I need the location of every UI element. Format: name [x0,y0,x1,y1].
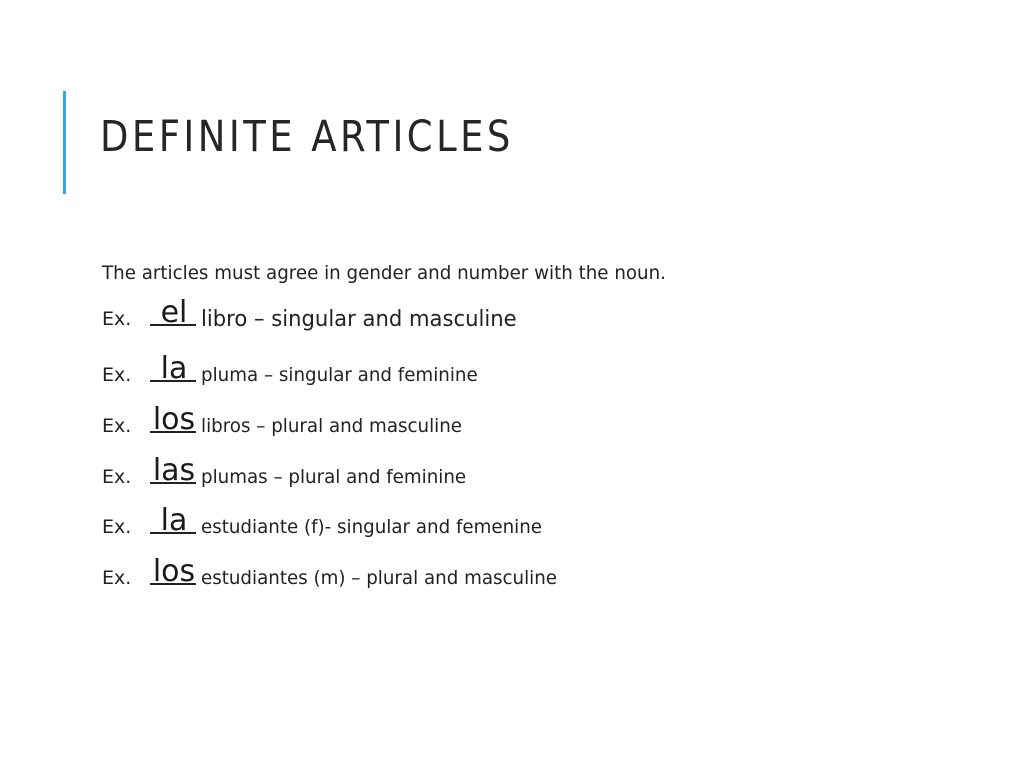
example-prefix: Ex. [102,364,132,386]
title-accent-bar [63,91,66,194]
example-row-5 [102,500,982,540]
example-row-2 [102,348,982,388]
example-row-6 [102,551,982,591]
answer-blank [150,448,196,488]
answer-article: la [160,503,188,538]
intro-text: The articles must agree in gender and number with the noun. [102,262,666,284]
answer-blank [150,290,196,330]
example-text: libro – singular and masculine [201,307,517,332]
answer-article: las [152,453,196,488]
example-prefix: Ex. [102,308,132,330]
example-text: libros – plural and masculine [201,415,463,437]
example-row-3 [102,399,982,439]
example-text: pluma – singular and feminine [201,364,478,386]
example-prefix: Ex. [102,415,132,437]
answer-blank [150,346,196,386]
slide-title: DEFINITE ARTICLES [100,112,514,162]
example-prefix: Ex. [102,567,132,589]
example-prefix: Ex. [102,466,132,488]
example-text: estudiante (f)- singular and femenine [201,516,542,538]
example-text: estudiantes (m) – plural and masculine [201,567,558,589]
answer-blank [150,549,196,589]
example-prefix: Ex. [102,516,132,538]
answer-article: la [160,351,188,386]
example-text: plumas – plural and feminine [201,466,467,488]
answer-blank [150,498,196,538]
answer-article: los [152,554,196,589]
answer-article: el [160,295,188,330]
answer-article: los [152,402,196,437]
example-row-4 [102,450,982,490]
answer-blank [150,397,196,437]
example-row-1 [102,292,982,332]
